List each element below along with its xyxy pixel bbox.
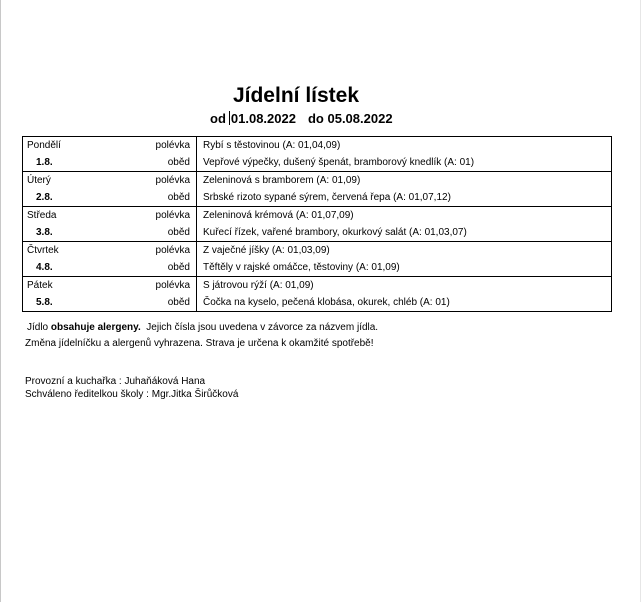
soup-dish[interactable]: S játrovou rýží (A: 01,09): [197, 277, 612, 295]
main-dish[interactable]: Srbské rizoto sypané sýrem, červená řepa (A: 01,07,12): [197, 189, 612, 207]
meal-type-main: oběd: [100, 224, 197, 242]
allergen-note-rest: Jejich čísla jsou uvedena v závorce za názvem jídla.: [140, 322, 379, 333]
day-date: 4.8.: [23, 259, 101, 277]
menu-row-soup: [23, 172, 612, 190]
soup-dish[interactable]: Zeleninová krémová (A: 01,07,09): [197, 207, 612, 225]
meal-type-main: oběd: [100, 154, 197, 172]
date-from[interactable]: 01.08.2022: [230, 111, 296, 126]
manager-line: Provozní a kuchařka : Juhaňáková Hana: [25, 376, 206, 387]
main-dish[interactable]: Čočka na kyselo, pečená klobása, okurek, chléb (A: 01): [197, 294, 612, 312]
date-to-label: do: [307, 111, 324, 126]
menu-table: [22, 136, 612, 312]
menu-row-soup: [23, 277, 612, 295]
change-notice: Změna jídelníčku a alergenů vyhrazena. Strava je určena k okamžité spotřebě!: [25, 338, 374, 349]
allergen-note: [27, 320, 378, 336]
meal-type-soup: polévka: [100, 207, 197, 225]
date-to[interactable]: 05.08.2022: [327, 111, 393, 126]
meal-type-main: oběd: [100, 189, 197, 207]
day-date: 1.8.: [23, 154, 101, 172]
allergen-note-bold: obsahuje alergeny.: [50, 322, 141, 333]
allergen-note-prefix: Jídlo: [27, 322, 51, 333]
meal-type-soup: polévka: [100, 172, 197, 190]
day-name: Úterý: [23, 172, 101, 190]
approval-line: Schváleno ředitelkou školy : Mgr.Jitka Širůčková: [25, 389, 239, 400]
meal-type-soup: polévka: [100, 242, 197, 260]
menu-row-soup: [23, 242, 612, 260]
day-name: Čtvrtek: [23, 242, 101, 260]
day-date: 2.8.: [23, 189, 101, 207]
menu-row-soup: [23, 137, 612, 155]
soup-dish[interactable]: Rybí s těstovinou (A: 01,04,09): [197, 137, 612, 155]
meal-type-soup: polévka: [100, 277, 197, 295]
menu-row-soup: [23, 207, 612, 225]
footer: [25, 375, 238, 401]
main-dish[interactable]: Kuřecí řízek, vařené brambory, okurkový salát (A: 01,03,07): [197, 224, 612, 242]
main-dish[interactable]: Těftěly v rajské omáčce, těstoviny (A: 01,09): [197, 259, 612, 277]
menu-row-main: [23, 259, 612, 277]
day-name: Pondělí: [23, 137, 101, 155]
menu-row-main: [23, 224, 612, 242]
meal-type-main: oběd: [100, 259, 197, 277]
day-date: 5.8.: [23, 294, 101, 312]
meal-type-soup: polévka: [100, 137, 197, 155]
menu-row-main: [23, 189, 612, 207]
day-name: Středa: [23, 207, 101, 225]
day-name: Pátek: [23, 277, 101, 295]
menu-row-main: [23, 154, 612, 172]
page-edge-right: [640, 0, 641, 602]
date-range: [210, 111, 393, 126]
menu-row-main: [23, 294, 612, 312]
soup-dish[interactable]: Zeleninová s bramborem (A: 01,09): [197, 172, 612, 190]
notes: [27, 320, 378, 352]
soup-dish[interactable]: Z vaječné jíšky (A: 01,03,09): [197, 242, 612, 260]
page-title: Jídelní lístek: [232, 84, 360, 107]
text-cursor: [229, 111, 230, 125]
main-dish[interactable]: Vepřové výpečky, dušený špenát, bramborový knedlík (A: 01): [197, 154, 612, 172]
meal-type-main: oběd: [100, 294, 197, 312]
date-from-label: od: [210, 111, 226, 126]
day-date: 3.8.: [23, 224, 101, 242]
